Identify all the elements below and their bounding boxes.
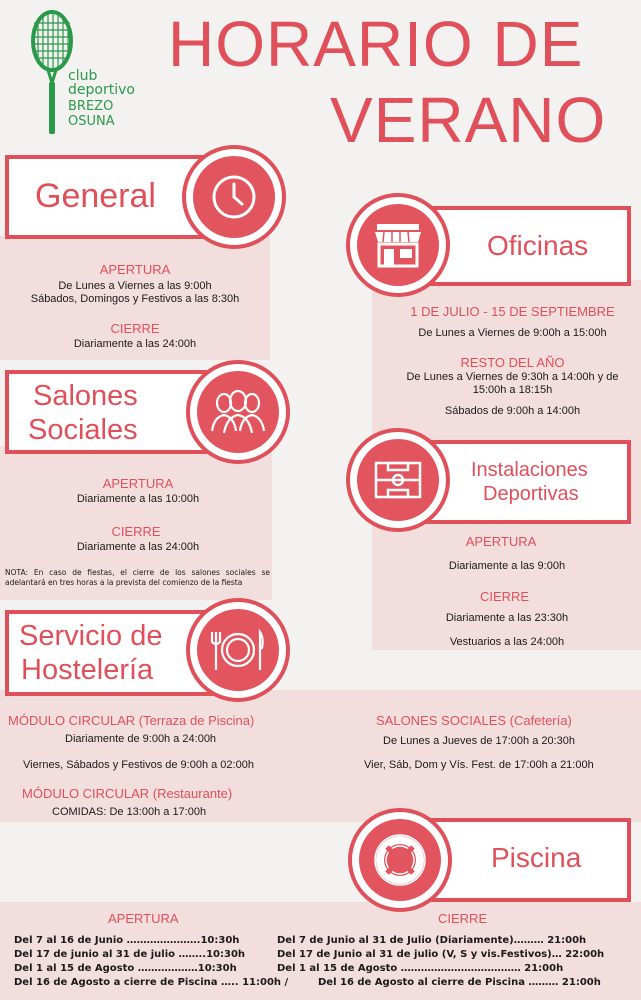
oficinas-period1-label: 1 DE JULIO - 15 DE SEPTIEMBRE [410,304,615,319]
oficinas-period2-line2: 15:00h a 18:15h [472,384,553,396]
hosteleria-title-line2: Hostelería [21,654,154,686]
salones-apertura-text: Diariamente a las 10:00h [76,493,200,505]
general-apertura-label: APERTURA [99,262,171,277]
piscina-cierre-label: CIERRE [438,911,488,926]
instalaciones-cierre-text: Diariamente a las 23:30h [445,612,569,624]
club-logo [28,8,148,138]
piscina-row3-cierre: Del 1 al 15 de Agosto ……………………………… 21:00h [277,963,564,974]
oficinas-period2-text2: Sábados de 9:00h a 14:00h [444,405,581,417]
oficinas-period1-text: De Lunes a Viernes de 9:00h a 15:00h [418,327,607,339]
instalaciones-icon-circle [346,428,450,532]
piscina-row2-apertura: Del 17 de junio al 31 de julio ……..10:30h [14,949,246,960]
piscina-row1-apertura: Del 7 al 16 de Junio ………………….10:30h [14,935,240,946]
hosteleria-salones-line1: De Lunes a Jueves de 17:00h a 20:30h [383,735,576,747]
piscina-row2-cierre: Del 17 de Junio al 31 de julio (V, S y vis.Festivos)… 22:00h [277,949,605,960]
piscina-row3-apertura: Del 1 al 15 de Agosto ………………10:30h [14,963,237,974]
logo-text-club: club [68,68,98,84]
general-title: General [35,177,156,215]
general-icon-circle [182,145,286,249]
page-title-line2: VERANO [330,84,607,156]
hosteleria-terraza-label: MÓDULO CIRCULAR (Terraza de Piscina) [8,713,255,728]
piscina-row4-cierre: Del 16 de Agosto al cierre de Piscina ……… 21:00h [318,977,601,988]
hosteleria-panel [0,690,641,822]
piscina-title: Piscina [491,842,582,873]
logo-text-osuna: OSUNA [68,114,115,129]
general-cierre-label: CIERRE [110,321,160,336]
instalaciones-apertura-label: APERTURA [465,534,537,549]
clock-icon [209,172,259,222]
piscina-apertura-label: APERTURA [108,911,179,926]
instalaciones-title-line1: Instalaciones [471,459,588,481]
hosteleria-title-line1: Servicio de [19,620,163,652]
instalaciones-cierre-label: CIERRE [479,589,530,604]
general-apertura-line2: Sábados, Domingos y Festivos a las 8:30h [30,293,240,305]
instalaciones-vestuarios-text: Vestuarios a las 24:00h [449,636,565,648]
hosteleria-restaurante-label: MÓDULO CIRCULAR (Restaurante) [22,786,233,801]
salones-nota: NOTA: En caso de fiestas, el cierre de los salones sociales se adelantará en tres horas a la prevista del comienzo de la fiesta [5,568,270,587]
hosteleria-terraza-line2: Viernes, Sábados y Festivos de 9:00h a 02:00h [23,759,254,771]
logo-text-deportivo: deportivo [68,82,135,98]
instalaciones-title-line2: Deportivas [483,483,579,505]
lifebuoy-icon [373,833,427,887]
hosteleria-icon-circle [186,598,290,702]
instalaciones-apertura-text: Diariamente a las 9:00h [448,560,566,572]
store-icon [371,220,425,270]
salones-apertura-label: APERTURA [102,476,174,491]
hosteleria-terraza-line1: Diariamente de 9:00h a 24:00h [65,733,217,745]
piscina-icon-circle [348,808,452,912]
hosteleria-salones-line2: Vier, Sáb, Dom y Vís. Fest. de 17:00h a 21:00h [364,759,594,771]
piscina-row1-cierre: Del 7 de Junio al 31 de Julio (Diariamente)……… 21:00h [277,935,587,946]
field-icon [373,460,423,500]
hosteleria-salones-label: SALONES SOCIALES (Cafetería) [376,713,572,728]
piscina-row4-apertura: Del 16 de Agosto a cierre de Piscina ….. 11:00h / [14,977,289,988]
oficinas-icon-circle [346,193,450,297]
oficinas-period2-label: RESTO DEL AÑO [460,355,565,370]
plate-cutlery-icon [209,628,267,672]
salones-icon-circle [186,360,290,464]
people-icon [210,389,266,435]
oficinas-period2-line1: De Lunes a Viernes de 9:30h a 14:00h y de [406,371,619,383]
salones-cierre-label: CIERRE [111,524,161,539]
salones-title-line2: Sociales [28,414,138,446]
oficinas-title: Oficinas [487,230,589,261]
page-title-line1: HORARIO DE [168,8,584,80]
logo-text-brezo: BREZO [68,99,114,114]
general-apertura-line1: De Lunes a Viernes a las 9:00h [58,280,212,292]
salones-cierre-text: Diariamente a las 24:00h [76,541,200,553]
general-cierre-text: Diariamente a las 24:00h [73,338,197,350]
hosteleria-restaurante-line1: COMIDAS: De 13:00h a 17:00h [52,806,207,818]
salones-title-line1: Salones [33,380,138,412]
